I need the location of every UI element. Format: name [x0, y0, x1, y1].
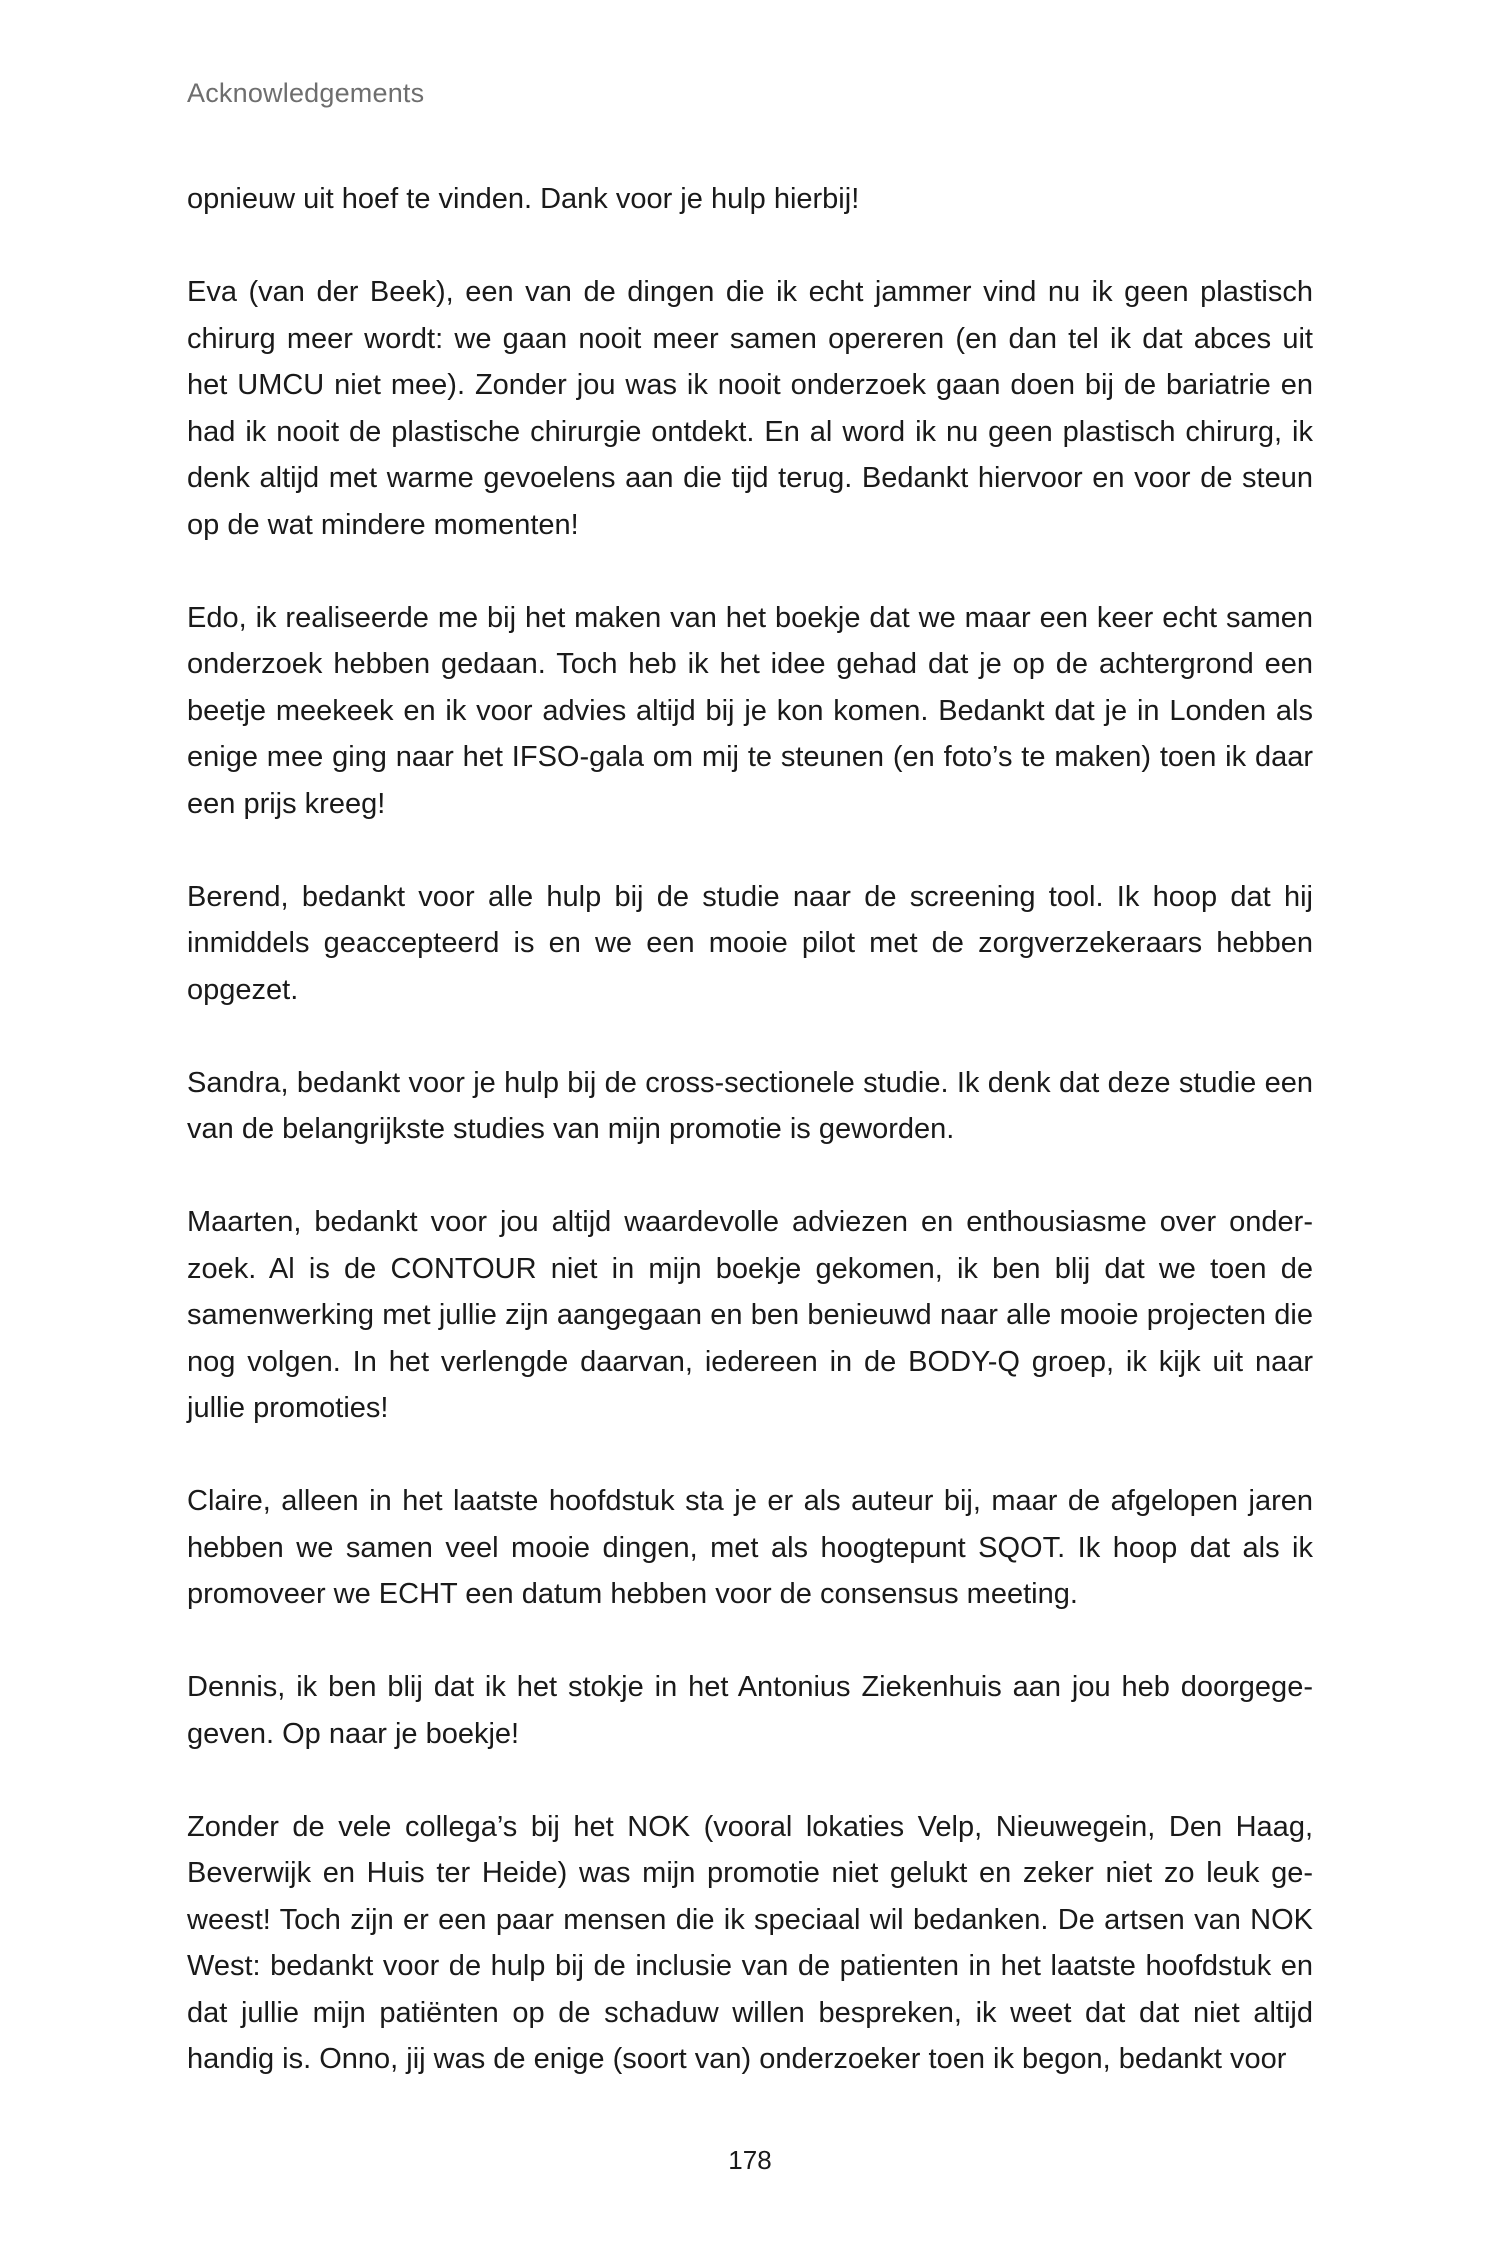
- running-header: Acknowledgements: [187, 78, 425, 108]
- paragraph: Maarten, bedankt voor jou altijd waardevolle adviezen en enthousiasme over onderzoek. Al is de CONTOUR niet in mijn boekje gekomen, ik ben blij dat we toen de samenwerking met jullie zijn aangegaan en ben benieuwd naar alle mooie projecten die nog volgen. In het verlengde daarvan, iedereen in de BODY-Q groep, ik kijk uit naar jullie promoties!: [187, 1206, 1313, 1424]
- paragraph: Eva (van der Beek), een van de dingen die ik echt jammer vind nu ik geen plastisch chirurg meer wordt: we gaan nooit meer samen opereren (en dan tel ik dat abces uit het UMCU niet mee). Zonder jou was ik nooit onderzoek gaan doen bij de bariatrie en had ik nooit de plastische chirurgie ontdekt. En al word ik nu geen plastisch chirurg, ik denk altijd met warme gevoelens aan die tijd terug. Bedankt hiervoor en voor de steun op de wat mindere momenten!: [187, 276, 1313, 541]
- paragraph: opnieuw uit hoef te vinden. Dank voor je hulp hierbij!: [187, 183, 860, 215]
- page-number: 178: [728, 2145, 772, 2175]
- paragraph: Dennis, ik ben blij dat ik het stokje in het Antonius Ziekenhuis aan jou heb doorgegegeven. Op naar je boekje!: [187, 1671, 1313, 1750]
- paragraph: Zonder de vele collega’s bij het NOK (vooral lokaties Velp, Nieuwegein, Den Haag, Beverwijk en Huis ter Heide) was mijn promotie niet gelukt en zeker niet zo leuk geweest! Toch zijn er een paar mensen die ik speciaal wil bedanken. De artsen van NOK West: bedankt voor de hulp bij de inclusie van de patienten in het laatste hoofdstuk en dat jullie mijn patiënten op de schaduw willen bespreken, ik weet dat dat niet altijd handig is. Onno, jij was de enige (soort van) onderzoeker toen ik begon, bedankt voor: [187, 1810, 1313, 2075]
- body-text: [187, 176, 1313, 2083]
- paragraph: Berend, bedankt voor alle hulp bij de studie naar de screening tool. Ik hoop dat hij inmiddels geaccepteerd is en we een mooie pilot met de zorgverzekeraars hebben opgezet.: [187, 880, 1313, 1006]
- paragraph: Sandra, bedankt voor je hulp bij de cross-sectionele studie. Ik denk dat deze studie een van de belangrijkste studies van mijn promotie is geworden.: [187, 1066, 1313, 1145]
- paragraph: Claire, alleen in het laatste hoofdstuk sta je er als auteur bij, maar de afgelopen jaren hebben we samen veel mooie dingen, met als hoogtepunt SQOT. Ik hoop dat als ik promoveer we ECHT een datum hebben voor de consensus meeting.: [187, 1485, 1313, 1610]
- paragraph: Edo, ik realiseerde me bij het maken van het boekje dat we maar een keer echt samen onderzoek hebben gedaan. Toch heb ik het idee gehad dat je op de achtergrond een beetje meekeek en ik voor advies altijd bij je kon komen. Bedankt dat je in Londen als enige mee ging naar het IFSO-gala om mij te steunen (en foto’s te maken) toen ik daar een prijs kreeg!: [187, 601, 1313, 820]
